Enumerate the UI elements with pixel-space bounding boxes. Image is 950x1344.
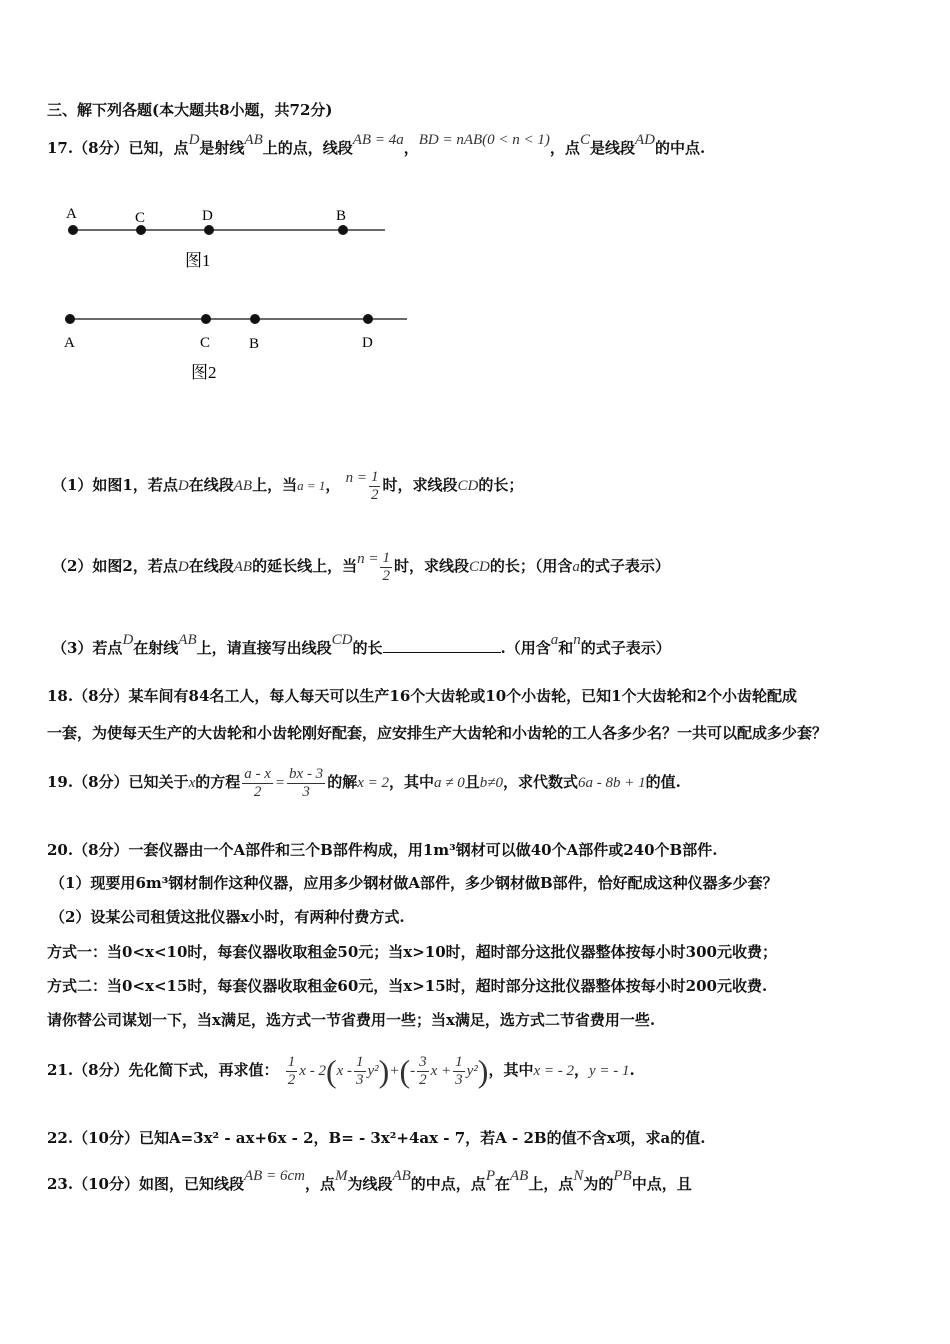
question-17-part-1: （1）如图1，若点D在线段AB上，当a = 1， n = $\frac{1}{2}$ 时，求线段CD的长； [52,468,524,503]
fig1-caption: 图1 [185,251,211,270]
fig2-label-c: C [200,335,211,351]
frac-a-minus-x: $\frac{a - x}{2}$ [244,765,271,800]
question-20-line-2: （1）现要用6m³钢材制作这种仪器，应用多少钢材做A部件，多少钢材做B部件，恰好配成这种仪器多少套？ [50,874,778,892]
frac-bx-minus-3: $\frac{bx - 3}{3}$ [289,765,324,800]
fig1-label-c: C [135,210,146,226]
section-title: 三、解下列各题(本大题共8小题，共72分) [47,101,333,119]
question-17-part-3: （3）若点D在射线AB上，请直接写出线段CD的长 .（用含a和n的式子表示） [52,632,671,657]
fig1-point-a [68,225,78,235]
answer-blank[interactable] [383,638,501,653]
question-20-line-3: （2）设某公司租赁这批仪器x小时，有两种付费方式. [50,908,405,926]
question-20-line-5: 方式二：当0<x<15时，每套仪器收取租金60元，当x>15时，超时部分这批仪器整体按每小时200元收费. [47,977,768,995]
fig2-label-a: A [64,335,75,351]
question-19: 19.（8分）已知关于x的方程 $\frac{a - x}{2}$ = $\frac{bx - 3}{3}$ 的解x = 2，其中a ≠ 0且b≠0，求代数式6a - 8b + 1的值. [47,765,681,800]
question-21: 21.（8分）先化简下式，再求值： $\frac{1}{2}$ x - 2(x - $\frac{1}{3}$ y²)+(- $\frac{3}{2}$ x + $\frac{1}{3}$ y²)，其中x = - 2，y = - 1. [47,1053,635,1089]
fig2-point-c [201,314,211,324]
question-23: 23.（10分）如图，已知线段AB = 6cm，点M为线段AB的中点，点P在AB上，点N为的PB中点，且 [47,1168,692,1193]
fig1-point-d [204,225,214,235]
fig1-label-a: A [66,206,77,222]
question-17: 17.（8分）已知，点D是射线AB上的点，线段AB = 4a，BD = nAB(0 < n < 1)，点C是线段AD的中点. [47,132,706,157]
fig2-point-b [250,314,260,324]
fig2-label-d: D [362,335,373,351]
fig1-point-b [338,225,348,235]
question-18-line-2: 一套，为使每天生产的大齿轮和小齿轮刚好配套，应安排生产大齿轮和小齿轮的工人各多少名？一共可以配成多少套？ [47,724,828,742]
figure-1 [55,198,395,278]
question-22: 22.（10分）已知A=3x² - ax+6x - 2，B= - 3x²+4ax - 7，若A - 2B的值不含x项，求a的值. [47,1129,706,1147]
question-17-part-2: （2）如图2，若点D在线段AB的延长线上，当n = $\frac{1}{2}$ 时，求线段CD的长；（用含a的式子表示） [52,549,670,584]
fig1-point-c [136,225,146,235]
fig1-label-b: B [336,208,347,224]
question-20-line-4: 方式一：当0<x<10时，每套仪器收取租金50元；当x>10时，超时部分这批仪器整体按每小时300元收费； [47,943,777,961]
question-18-line-1: 18.（8分）某车间有84名工人，每人每天可以生产16个大齿轮或10个小齿轮，已知1个大齿轮和2个小齿轮配成 [47,687,798,705]
fig2-caption: 图2 [191,363,217,382]
frac-half-1: $\frac{1}{2}$ [370,468,379,503]
frac-half-2: $\frac{1}{2}$ [382,549,390,584]
fig1-label-d: D [202,208,213,224]
fig2-point-d [363,314,373,324]
figure-2 [55,300,415,385]
fig2-point-a [65,314,75,324]
question-20-line-6: 请你替公司谋划一下，当x满足，选方式一节省费用一些；当x满足，选方式二节省费用一些. [47,1011,656,1029]
fig2-label-b: B [249,336,260,352]
question-20-line-1: 20.（8分）一套仪器由一个A部件和三个B部件构成，用1m³钢材可以做40个A部件或240个B部件. [47,841,718,859]
